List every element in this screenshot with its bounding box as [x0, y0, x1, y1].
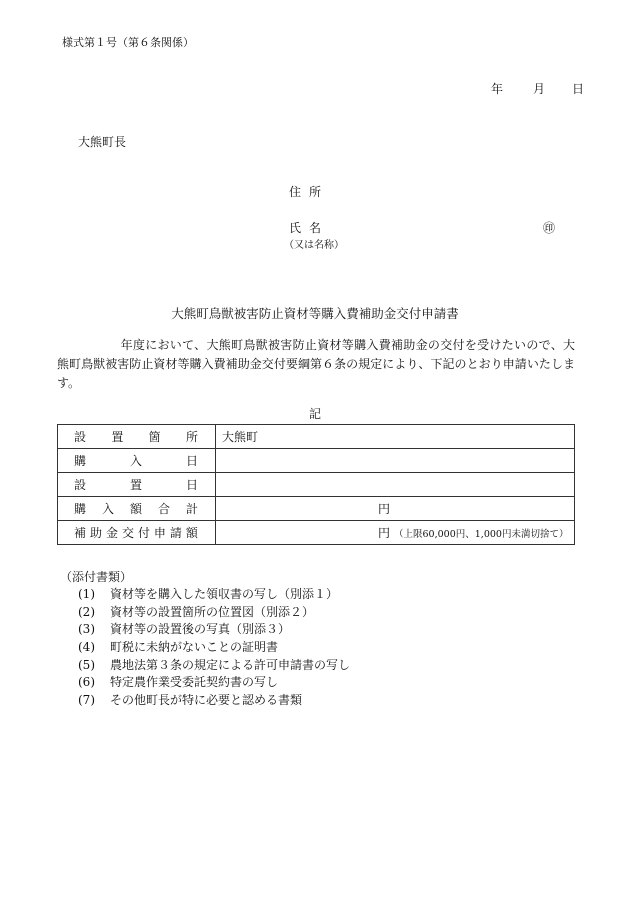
row-label-char: 付 [137, 526, 150, 540]
date-day-label: 日 [572, 82, 585, 96]
list-item-number: (1) [78, 587, 95, 601]
date-year-label: 年 [491, 82, 504, 96]
list-item-text: 農地法第３条の規定による許可申請書の写し [110, 657, 351, 672]
row-label-char: 額 [185, 526, 198, 540]
list-item-number: (4) [78, 640, 95, 655]
row-label-char: 購 [74, 502, 87, 516]
row-label-char: 合 [157, 502, 170, 516]
row-label-char: 助 [89, 526, 102, 540]
document-title: 大熊町鳥獣被害防止資材等購入費補助金交付申請書 [171, 306, 459, 321]
application-table [57, 424, 575, 545]
row-value-text: 円 [378, 502, 391, 516]
list-item-number: (6) [78, 675, 95, 690]
list-item-text: 資材等の設置後の写真（別添３） [110, 622, 291, 637]
row-label-char: 購 [74, 454, 87, 468]
row-label-char: 箇 [148, 430, 161, 444]
list-item-number: (2) [78, 604, 95, 619]
row-label [58, 521, 216, 545]
list-item [78, 621, 350, 639]
row-label-char: 日 [185, 478, 198, 492]
attachments-title: （添付書類） [60, 570, 133, 584]
form-number: 様式第１号（第６条関係） [62, 36, 194, 49]
recipient: 大熊町長 [78, 135, 127, 149]
row-label-char: 置 [129, 478, 142, 492]
row-value[interactable] [216, 497, 575, 521]
row-value-text: 大熊町 [222, 430, 259, 444]
row-label-char: 置 [111, 430, 124, 444]
row-label [58, 473, 216, 497]
row-label-char: 設 [74, 478, 87, 492]
row-label-char: 申 [153, 526, 166, 540]
list-item [78, 586, 350, 604]
row-value-text: 円 [378, 526, 391, 540]
list-item [78, 692, 350, 710]
list-item-text: 資材等を購入した領収書の写し（別添１） [110, 587, 339, 601]
date-month-label: 月 [533, 82, 546, 96]
body-text: 年度において、大熊町鳥獣被害防止資材等購入費補助金の交付を受けたいので、大熊町鳥獣被害防止資材等購入費補助金交付要綱第６条の規定により、下記のとおり申請いたします。 [57, 338, 575, 390]
list-item-number: (3) [78, 622, 95, 637]
seal-mark: ㊞ [543, 221, 556, 235]
row-label [58, 497, 216, 521]
row-label-char: 交 [121, 526, 134, 540]
list-item [78, 639, 350, 657]
list-item [78, 674, 350, 692]
row-label-char: 入 [129, 454, 142, 468]
row-label [58, 449, 216, 473]
table-row [58, 473, 575, 497]
list-item-text: 特定農作業受委託契約書の写し [110, 675, 279, 690]
row-value[interactable] [216, 473, 575, 497]
row-label-char: 請 [169, 526, 182, 540]
row-label-char: 所 [185, 430, 198, 444]
table-row [58, 425, 575, 449]
list-item-text: その他町長が特に必要と認める書類 [110, 693, 303, 708]
name-sub-label: （又は名称） [284, 240, 344, 251]
row-label-char: 計 [185, 502, 198, 516]
row-note: （上限60,000円、1,000円未満切捨て） [394, 529, 569, 540]
list-item-number: (7) [78, 693, 95, 708]
row-value[interactable] [216, 449, 575, 473]
address-label: 住所 [289, 185, 330, 199]
list-item [78, 604, 350, 622]
row-label-char: 金 [105, 526, 118, 540]
list-item [78, 657, 350, 675]
row-value[interactable] [216, 521, 575, 545]
row-label-char: 補 [74, 526, 87, 540]
row-label-char: 日 [185, 454, 198, 468]
list-item-number: (5) [78, 657, 95, 672]
row-label-char: 額 [129, 502, 142, 516]
table-row [58, 521, 575, 545]
ki-heading: 記 [308, 407, 321, 421]
table-row [58, 449, 575, 473]
row-label [58, 425, 216, 449]
row-label-char: 設 [74, 430, 87, 444]
attachments-list [78, 586, 350, 710]
row-value[interactable] [216, 425, 575, 449]
list-item-text: 資材等の設置箇所の位置図（別添２） [110, 604, 315, 619]
table-row [58, 497, 575, 521]
list-item-text: 町税に未納がないことの証明書 [110, 640, 279, 655]
name-label: 氏名 [289, 221, 330, 235]
row-label-char: 入 [101, 502, 114, 516]
